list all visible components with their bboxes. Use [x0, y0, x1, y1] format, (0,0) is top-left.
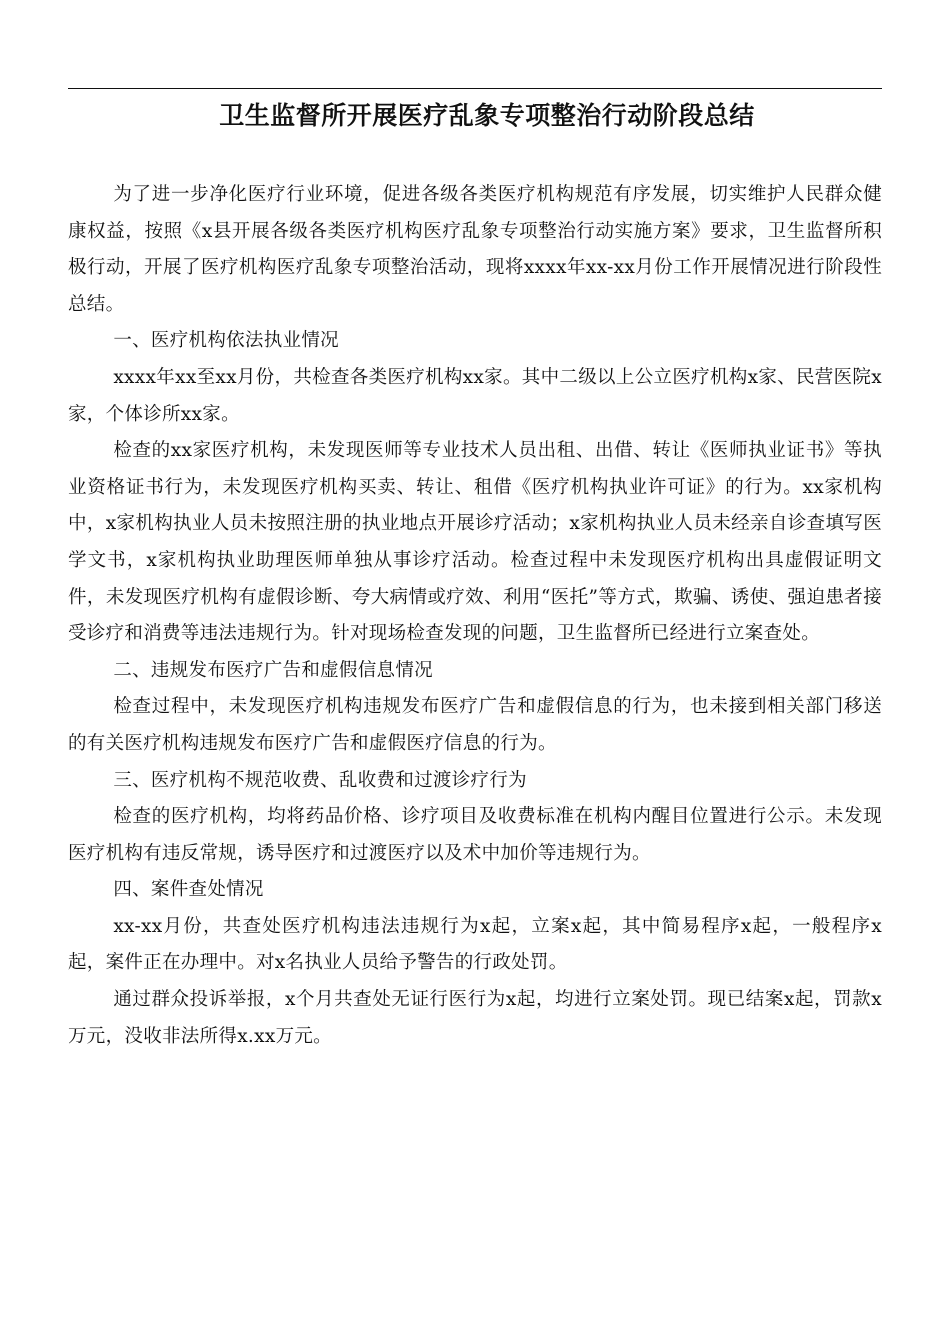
section-heading-1: 一、医疗机构依法执业情况: [113, 330, 339, 352]
document-body: [68, 177, 882, 1055]
section-4-paragraph-1: xx-xx月份，共查处医疗机构违法违规行为x起，立案x起，其中简易程序x起，一般程序x起，案件正在办理中。对x名执业人员给予警告的行政处罚。: [68, 915, 882, 974]
section-heading-2: 二、违规发布医疗广告和虚假信息情况: [113, 659, 433, 681]
intro-paragraph: 为了进一步净化医疗行业环境，促进各级各类医疗机构规范有序发展，切实维护人民群众健康权益，按照《x县开展各级各类医疗机构医疗乱象专项整治行动实施方案》要求，卫生监督所积极行动，开展了医疗机构医疗乱象专项整治活动，现将xxxx年xx-xx月份工作开展情况进行阶段性总结。: [68, 184, 882, 315]
section-1-paragraph-1: xxxx年xx至xx月份，共检查各类医疗机构xx家。其中二级以上公立医疗机构x家、民营医院x家，个体诊所xx家。: [68, 366, 882, 425]
section-heading-4: 四、案件查处情况: [113, 879, 264, 901]
document-title: 卫生监督所开展医疗乱象专项整治行动阶段总结: [219, 101, 755, 130]
section-2-paragraph-1: 检查过程中，未发现医疗机构违规发布医疗广告和虚假信息的行为，也未接到相关部门移送的有关医疗机构违规发布医疗广告和虚假医疗信息的行为。: [68, 696, 882, 754]
section-4-paragraph-2: 通过群众投诉举报，x个月共查处无证行医行为x起，均进行立案处罚。现已结案x起，罚款x万元，没收非法所得x.xx万元。: [68, 989, 882, 1047]
section-3-paragraph-1: 检查的医疗机构，均将药品价格、诊疗项目及收费标准在机构内醒目位置进行公示。未发现医疗机构有违反常规，诱导医疗和过渡医疗以及术中加价等违规行为。: [68, 806, 882, 864]
section-1-paragraph-2: 检查的xx家医疗机构，未发现医师等专业技术人员出租、出借、转让《医师执业证书》等执业资格证书行为，未发现医疗机构买卖、转让、租借《医疗机构执业许可证》的行为。xx家机构中，x家机构执业人员未按照注册的执业地点开展诊疗活动；x家机构执业人员未经亲自诊查填写医学文书，x家机构执业助理医师单独从事诊疗活动。检查过程中未发现医疗机构出具虚假证明文件，未发现医疗机构有虚假诊断、夸大病情或疗效、利用“医托”等方式，欺骗、诱使、强迫患者接受诊疗和消费等违法违规行为。针对现场检查发现的问题，卫生监督所已经进行立案查处。: [68, 440, 882, 645]
section-heading-3: 三、医疗机构不规范收费、乱收费和过渡诊疗行为: [113, 769, 527, 791]
header-rule: [68, 88, 882, 89]
